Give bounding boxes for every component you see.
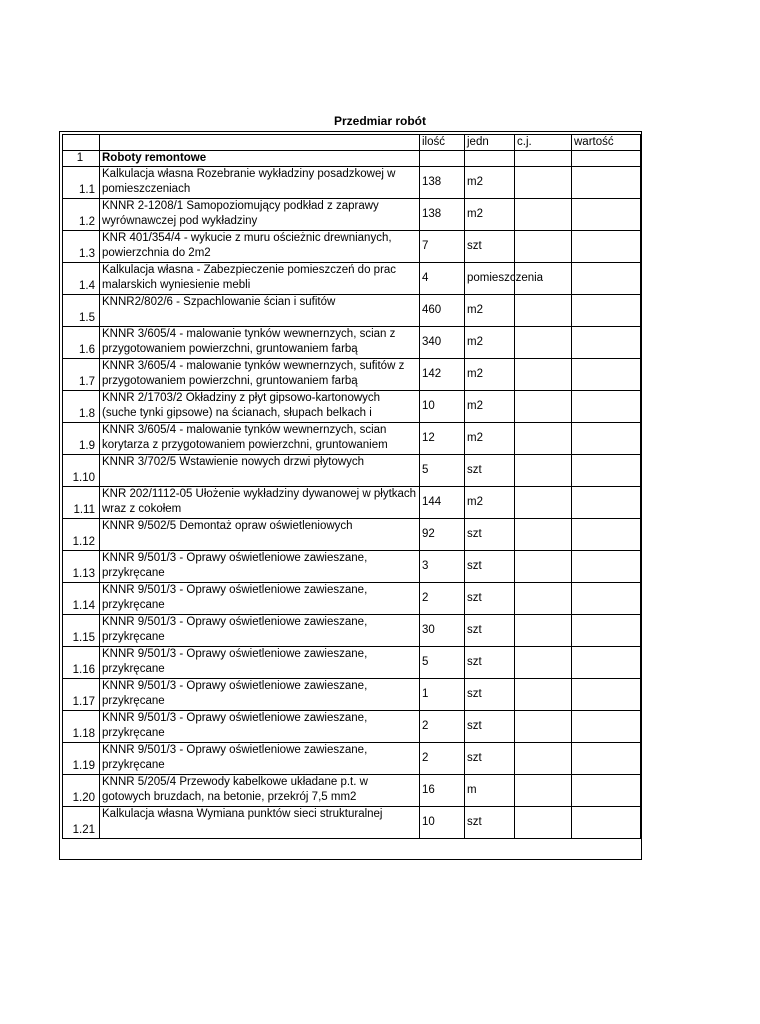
row-unit-price <box>515 743 572 775</box>
row-unit: szt <box>465 583 515 615</box>
table-row <box>63 263 641 295</box>
row-unit: m2 <box>465 167 515 199</box>
table-row <box>63 615 641 647</box>
row-unit: szt <box>465 231 515 263</box>
table-row <box>63 775 641 807</box>
row-number: 1.10 <box>63 455 100 487</box>
row-unit-price <box>515 711 572 743</box>
row-quantity: 5 <box>420 647 465 679</box>
row-value <box>572 231 641 263</box>
row-value <box>572 807 641 839</box>
header-value: wartość <box>572 135 641 151</box>
row-quantity: 340 <box>420 327 465 359</box>
row-quantity: 30 <box>420 615 465 647</box>
row-number: 1.14 <box>63 583 100 615</box>
row-unit: szt <box>465 711 515 743</box>
row-quantity: 92 <box>420 519 465 551</box>
section-quantity <box>420 151 465 167</box>
row-number: 1.2 <box>63 199 100 231</box>
table-row <box>63 487 641 519</box>
row-unit: szt <box>465 455 515 487</box>
table-row <box>63 743 641 775</box>
row-unit-price <box>515 583 572 615</box>
row-quantity: 5 <box>420 455 465 487</box>
row-unit-price <box>515 455 572 487</box>
row-value <box>572 199 641 231</box>
table-row <box>63 455 641 487</box>
row-description: KNR 401/354/4 - wykucie z muru ościeżnic drewnianych, powierzchnia do 2m2 <box>100 231 420 263</box>
row-description: KNNR 9/501/3 - Oprawy oświetleniowe zawieszane, przykręcane <box>100 551 420 583</box>
row-value <box>572 775 641 807</box>
row-unit-price <box>515 679 572 711</box>
row-quantity: 142 <box>420 359 465 391</box>
row-number: 1.18 <box>63 711 100 743</box>
row-unit-price <box>515 423 572 455</box>
header-row <box>63 135 641 151</box>
row-number: 1.17 <box>63 679 100 711</box>
table-row <box>63 679 641 711</box>
row-description: KNNR 3/605/4 - malowanie tynków wewnernzych, scian korytarza z przygotowaniem powierzchni, gruntowaniem <box>100 423 420 455</box>
row-unit: m2 <box>465 487 515 519</box>
row-description: KNNR 9/501/3 - Oprawy oświetleniowe zawieszane, przykręcane <box>100 679 420 711</box>
row-description: KNNR 2-1208/1 Samopoziomujący podkład z zaprawy wyrównawczej pod wykładziny <box>100 199 420 231</box>
row-quantity: 10 <box>420 807 465 839</box>
row-value <box>572 583 641 615</box>
row-quantity: 2 <box>420 711 465 743</box>
header-lp <box>63 135 100 151</box>
table-row <box>63 551 641 583</box>
row-number: 1.12 <box>63 519 100 551</box>
row-number: 1.15 <box>63 615 100 647</box>
row-unit: m2 <box>465 423 515 455</box>
row-unit: m <box>465 775 515 807</box>
row-quantity: 10 <box>420 391 465 423</box>
table-row <box>63 391 641 423</box>
row-description: KNNR 9/501/3 - Oprawy oświetleniowe zawieszane, przykręcane <box>100 711 420 743</box>
row-unit: m2 <box>465 199 515 231</box>
row-number: 1.13 <box>63 551 100 583</box>
row-description: KNNR 9/501/3 - Oprawy oświetleniowe zawieszane, przykręcane <box>100 743 420 775</box>
row-quantity: 138 <box>420 167 465 199</box>
row-number: 1.19 <box>63 743 100 775</box>
row-unit-price <box>515 615 572 647</box>
row-unit: m2 <box>465 359 515 391</box>
table-row <box>63 359 641 391</box>
row-number: 1.9 <box>63 423 100 455</box>
row-value <box>572 679 641 711</box>
header-description <box>100 135 420 151</box>
row-unit: szt <box>465 679 515 711</box>
row-value <box>572 263 641 295</box>
row-number: 1.20 <box>63 775 100 807</box>
row-description: KNR 202/1112-05 Ułożenie wykładziny dywanowej w płytkach wraz z cokołem <box>100 487 420 519</box>
header-quantity: ilość <box>420 135 465 151</box>
table-row <box>63 711 641 743</box>
page-title: Przedmiar robót <box>333 114 426 128</box>
row-unit-price <box>515 391 572 423</box>
row-number: 1.8 <box>63 391 100 423</box>
row-description: KNNR 3/702/5 Wstawienie nowych drzwi płytowych <box>100 455 420 487</box>
row-description: KNNR 3/605/4 - malowanie tynków wewnernzych, scian z przygotowaniem powierzchni, gruntowaniem farbą <box>100 327 420 359</box>
row-quantity: 2 <box>420 743 465 775</box>
row-number: 1.6 <box>63 327 100 359</box>
row-value <box>572 711 641 743</box>
row-description: KNNR 9/502/5 Demontaż opraw oświetleniowych <box>100 519 420 551</box>
row-value <box>572 391 641 423</box>
bill-of-quantities-table <box>62 134 641 839</box>
row-quantity: 2 <box>420 583 465 615</box>
header-unit: jedn <box>465 135 515 151</box>
section-number: 1 <box>63 151 100 167</box>
section-value <box>572 151 641 167</box>
row-value <box>572 615 641 647</box>
row-unit-price <box>515 231 572 263</box>
row-quantity: 144 <box>420 487 465 519</box>
table-row <box>63 295 641 327</box>
row-unit-price <box>515 487 572 519</box>
row-number: 1.7 <box>63 359 100 391</box>
table-row <box>63 519 641 551</box>
row-value <box>572 647 641 679</box>
row-unit-price <box>515 295 572 327</box>
table-row <box>63 583 641 615</box>
row-number: 1.4 <box>63 263 100 295</box>
row-unit: szt <box>465 647 515 679</box>
row-description: KNNR2/802/6 - Szpachlowanie ścian i sufitów <box>100 295 420 327</box>
row-quantity: 1 <box>420 679 465 711</box>
row-number: 1.21 <box>63 807 100 839</box>
table-row <box>63 647 641 679</box>
row-number: 1.11 <box>63 487 100 519</box>
row-quantity: 4 <box>420 263 465 295</box>
row-value <box>572 423 641 455</box>
row-description: KNNR 9/501/3 - Oprawy oświetleniowe zawieszane, przykręcane <box>100 647 420 679</box>
row-value <box>572 327 641 359</box>
row-unit: szt <box>465 615 515 647</box>
row-quantity: 138 <box>420 199 465 231</box>
row-quantity: 460 <box>420 295 465 327</box>
table-row <box>63 167 641 199</box>
row-value <box>572 295 641 327</box>
row-unit: szt <box>465 807 515 839</box>
row-unit-price <box>515 807 572 839</box>
row-description: KNNR 9/501/3 - Oprawy oświetleniowe zawieszane, przykręcane <box>100 615 420 647</box>
row-description: Kalkulacja własna Rozebranie wykładziny posadzkowej w pomieszczeniach <box>100 167 420 199</box>
row-value <box>572 359 641 391</box>
table-row <box>63 807 641 839</box>
row-value <box>572 551 641 583</box>
row-number: 1.1 <box>63 167 100 199</box>
header-unit-price: c.j. <box>515 135 572 151</box>
row-number: 1.3 <box>63 231 100 263</box>
row-quantity: 16 <box>420 775 465 807</box>
row-quantity: 12 <box>420 423 465 455</box>
row-number: 1.16 <box>63 647 100 679</box>
row-description: Kalkulacja własna Wymiana punktów sieci strukturalnej <box>100 807 420 839</box>
row-unit-price <box>515 199 572 231</box>
row-unit-price <box>515 359 572 391</box>
section-row <box>63 151 641 167</box>
table-row <box>63 199 641 231</box>
row-value <box>572 455 641 487</box>
row-description: KNNR 3/605/4 - malowanie tynków wewnernzych, sufitów z przygotowaniem powierzchni, gruntowaniem farbą <box>100 359 420 391</box>
table-row <box>63 327 641 359</box>
row-unit: szt <box>465 519 515 551</box>
row-description: KNNR 2/1703/2 Okładziny z płyt gipsowo-kartonowych (suche tynki gipsowe) na ścianach, słupach belkach i <box>100 391 420 423</box>
row-unit: pomieszczenia <box>465 263 515 295</box>
row-description: KNNR 5/205/4 Przewody kabelkowe układane p.t. w gotowych bruzdach, na betonie, przekrój 7,5 mm2 <box>100 775 420 807</box>
row-unit-price <box>515 551 572 583</box>
row-value <box>572 487 641 519</box>
row-unit-price <box>515 775 572 807</box>
row-unit: szt <box>465 743 515 775</box>
section-unit-price <box>515 151 572 167</box>
row-unit-price <box>515 327 572 359</box>
table-row <box>63 423 641 455</box>
row-number: 1.5 <box>63 295 100 327</box>
row-unit-price <box>515 647 572 679</box>
row-unit: szt <box>465 551 515 583</box>
row-quantity: 3 <box>420 551 465 583</box>
row-description: KNNR 9/501/3 - Oprawy oświetleniowe zawieszane, przykręcane <box>100 583 420 615</box>
section-unit <box>465 151 515 167</box>
table-row <box>63 231 641 263</box>
section-title: Roboty remontowe <box>100 151 420 167</box>
row-unit: m2 <box>465 327 515 359</box>
row-value <box>572 519 641 551</box>
row-unit-price <box>515 519 572 551</box>
row-unit-price <box>515 167 572 199</box>
row-quantity: 7 <box>420 231 465 263</box>
row-description: Kalkulacja własna - Zabezpieczenie pomieszczeń do prac malarskich wyniesienie mebli <box>100 263 420 295</box>
row-unit: m2 <box>465 391 515 423</box>
row-value <box>572 167 641 199</box>
row-value <box>572 743 641 775</box>
row-unit: m2 <box>465 295 515 327</box>
